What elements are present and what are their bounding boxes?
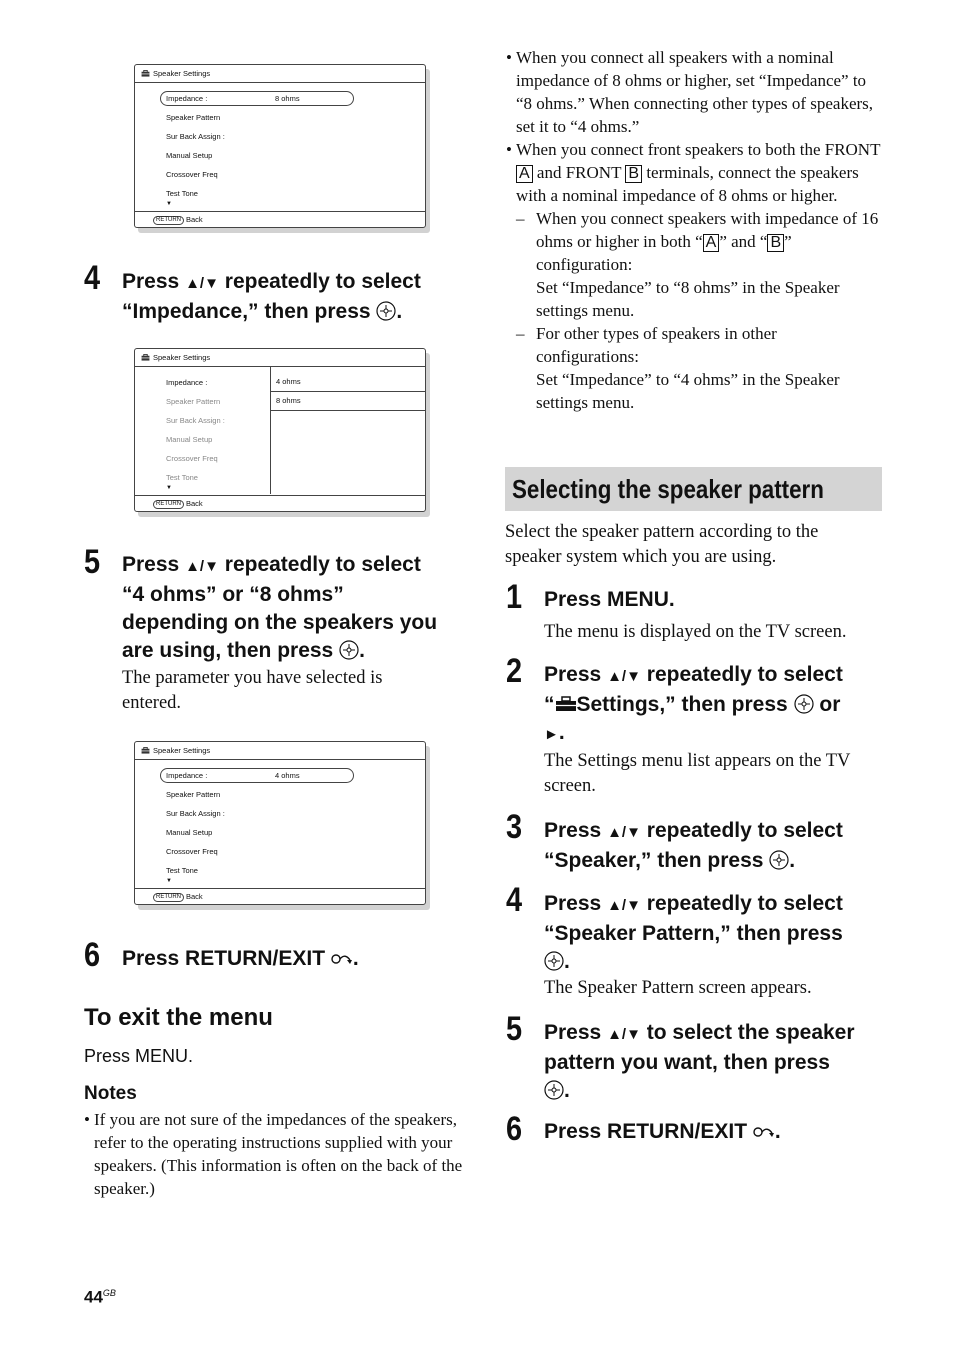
osd-screen-2 (134, 348, 426, 512)
up-down-arrow-icon: ▲/▼ (607, 897, 641, 914)
enter-button-icon (544, 1080, 564, 1100)
enter-button-icon (769, 850, 789, 870)
osd-footer (135, 495, 425, 511)
step-number: 5 (84, 543, 101, 581)
up-down-arrow-icon: ▲/▼ (185, 558, 219, 575)
up-down-arrow-icon: ▲/▼ (607, 668, 641, 685)
section-header (505, 467, 882, 511)
note-subitem: – When you connect speakers with impedance of 16 ohms or higher in both “ A ” and “ B ” configuration: Set “Impedance” to “8 ohms” in the Speaker settings menu. (516, 209, 879, 320)
scroll-down-arrow-icon: ▼ (166, 878, 172, 884)
scroll-down-arrow-icon: ▼ (166, 485, 172, 491)
enter-button-icon (339, 640, 359, 660)
note-item: • When you connect front speakers to both the FRONT A and FRONT B terminals, connect the speakers with a nominal impedance of 8 ohms or higher. (506, 138, 881, 207)
step-number: 2 (506, 652, 523, 690)
step-description: The Settings menu list appears on the TV screen. (544, 751, 851, 796)
terminal-a-box: A (516, 165, 533, 183)
step-number: 4 (506, 881, 523, 919)
up-down-arrow-icon: ▲/▼ (185, 275, 219, 292)
step-heading: Press ▲/▼ repeatedly to select “ Settings,” then press or ►. (544, 661, 889, 749)
up-down-arrow-icon: ▲/▼ (607, 824, 641, 841)
note-item: • When you connect all speakers with a nominal impedance of 8 ohms or higher, set “Impedance” to “8 ohms.” When connecting other types of speakers, set it to “4 ohms.” (506, 46, 881, 138)
terminal-b-box: B (767, 234, 784, 252)
return-button: RETURN (153, 500, 184, 509)
enter-button-icon (794, 694, 814, 714)
note-item: • If you are not sure of the impedances of the speakers, refer to the operating instructions supplied with your speakers. (This information is often on the back of the speaker.) (84, 1108, 464, 1200)
osd-item-test-tone: Test Tone (166, 189, 198, 198)
step-number: 1 (506, 578, 523, 616)
osd-footer (135, 888, 425, 904)
step-heading: Press RETURN/EXIT . (544, 1120, 781, 1143)
osd-screen-1 (134, 64, 426, 228)
back-label: Back (186, 499, 203, 508)
back-label: Back (186, 892, 203, 901)
osd-title-bar (135, 742, 425, 760)
step-heading: Press ▲/▼ repeatedly to select “Impedance,” then press . (122, 270, 421, 323)
osd-option: 4 ohms (271, 373, 425, 392)
toolbox-icon (141, 354, 150, 361)
right-arrow-icon: ► (544, 726, 559, 743)
step-number: 3 (506, 808, 523, 846)
step-heading: Press ▲/▼ repeatedly to select “Speaker,” then press . (544, 819, 843, 872)
step-heading: Press ▲/▼ repeatedly to select “Speaker Pattern,” then press . (544, 892, 843, 973)
return-button: RETURN (153, 893, 184, 902)
osd-item-manual-setup: Manual Setup (166, 828, 213, 837)
step-number: 6 (84, 936, 101, 974)
osd-item-sur-back-assign: Sur Back Assign : (166, 416, 225, 425)
step-heading: Press MENU. (544, 588, 675, 611)
step-number: 6 (506, 1110, 523, 1148)
osd-title: Speaker Settings (153, 353, 211, 362)
step-description: The parameter you have selected is entered. (122, 668, 383, 713)
osd-option-list (270, 367, 425, 494)
osd-item-speaker-pattern: Speaker Pattern (166, 113, 221, 122)
osd-item-manual-setup: Manual Setup (166, 435, 213, 444)
step-heading: Press ▲/▼ repeatedly to select “4 ohms” or “8 ohms” depending on the speakers you are using, then press . (122, 553, 438, 662)
osd-value-impedance: 4 ohms (275, 771, 300, 780)
osd-screen-3 (134, 741, 426, 905)
terminal-b-box: B (625, 165, 642, 183)
step-description: The menu is displayed on the TV screen. (544, 622, 847, 642)
enter-button-icon (544, 951, 564, 971)
terminal-a-box: A (703, 234, 720, 252)
page-number: $44^{GB}$ (84, 1287, 116, 1307)
section-intro: Select the speaker pattern according to the speaker system which you are using. (505, 522, 819, 567)
osd-item-crossover-freq: Crossover Freq (166, 170, 218, 179)
osd-item-crossover-freq: Crossover Freq (166, 454, 218, 463)
osd-item-impedance: Impedance : (166, 378, 208, 387)
back-label: Back (186, 215, 203, 224)
step-number: 4 (84, 259, 101, 297)
osd-value-impedance: 8 ohms (275, 94, 300, 103)
osd-item-speaker-pattern: Speaker Pattern (166, 397, 221, 406)
osd-title: Speaker Settings (153, 69, 211, 78)
toolbox-icon (555, 696, 577, 712)
return-exit-icon (753, 1125, 775, 1139)
up-down-arrow-icon: ▲/▼ (607, 1026, 641, 1043)
notes-heading: Notes (84, 1083, 137, 1104)
osd-item-impedance: Impedance : (166, 771, 208, 780)
osd-footer (135, 211, 425, 227)
exit-text: Press MENU. (84, 1046, 194, 1066)
osd-title: Speaker Settings (153, 746, 211, 755)
osd-title-bar (135, 65, 425, 83)
toolbox-icon (141, 747, 150, 754)
osd-item-crossover-freq: Crossover Freq (166, 847, 218, 856)
section-title: Selecting the speaker pattern (512, 474, 824, 504)
notes-continued (506, 46, 881, 414)
osd-item-test-tone: Test Tone (166, 866, 198, 875)
osd-item-manual-setup: Manual Setup (166, 151, 213, 160)
osd-option-selected: 8 ohms (271, 392, 425, 411)
osd-item-sur-back-assign: Sur Back Assign : (166, 809, 225, 818)
osd-item-sur-back-assign: Sur Back Assign : (166, 132, 225, 141)
osd-title-bar (135, 349, 425, 367)
step-heading: Press RETURN/EXIT . (122, 947, 359, 970)
step-number: 5 (506, 1010, 523, 1048)
note-subitem: – For other types of speakers in other configurations: Set “Impedance” to “4 ohms” in the Speaker settings menu. (516, 324, 840, 412)
step-description: The Speaker Pattern screen appears. (544, 978, 812, 998)
return-button: RETURN (153, 216, 184, 225)
toolbox-icon (141, 70, 150, 77)
osd-item-test-tone: Test Tone (166, 473, 198, 482)
enter-button-icon (376, 301, 396, 321)
osd-item-impedance: Impedance : (166, 94, 208, 103)
step-heading: Press ▲/▼ to select the speaker pattern you want, then press . (544, 1021, 855, 1102)
return-exit-icon (331, 952, 353, 966)
scroll-down-arrow-icon: ▼ (166, 201, 172, 207)
exit-heading: To exit the menu (84, 1004, 273, 1031)
osd-item-speaker-pattern: Speaker Pattern (166, 790, 221, 799)
